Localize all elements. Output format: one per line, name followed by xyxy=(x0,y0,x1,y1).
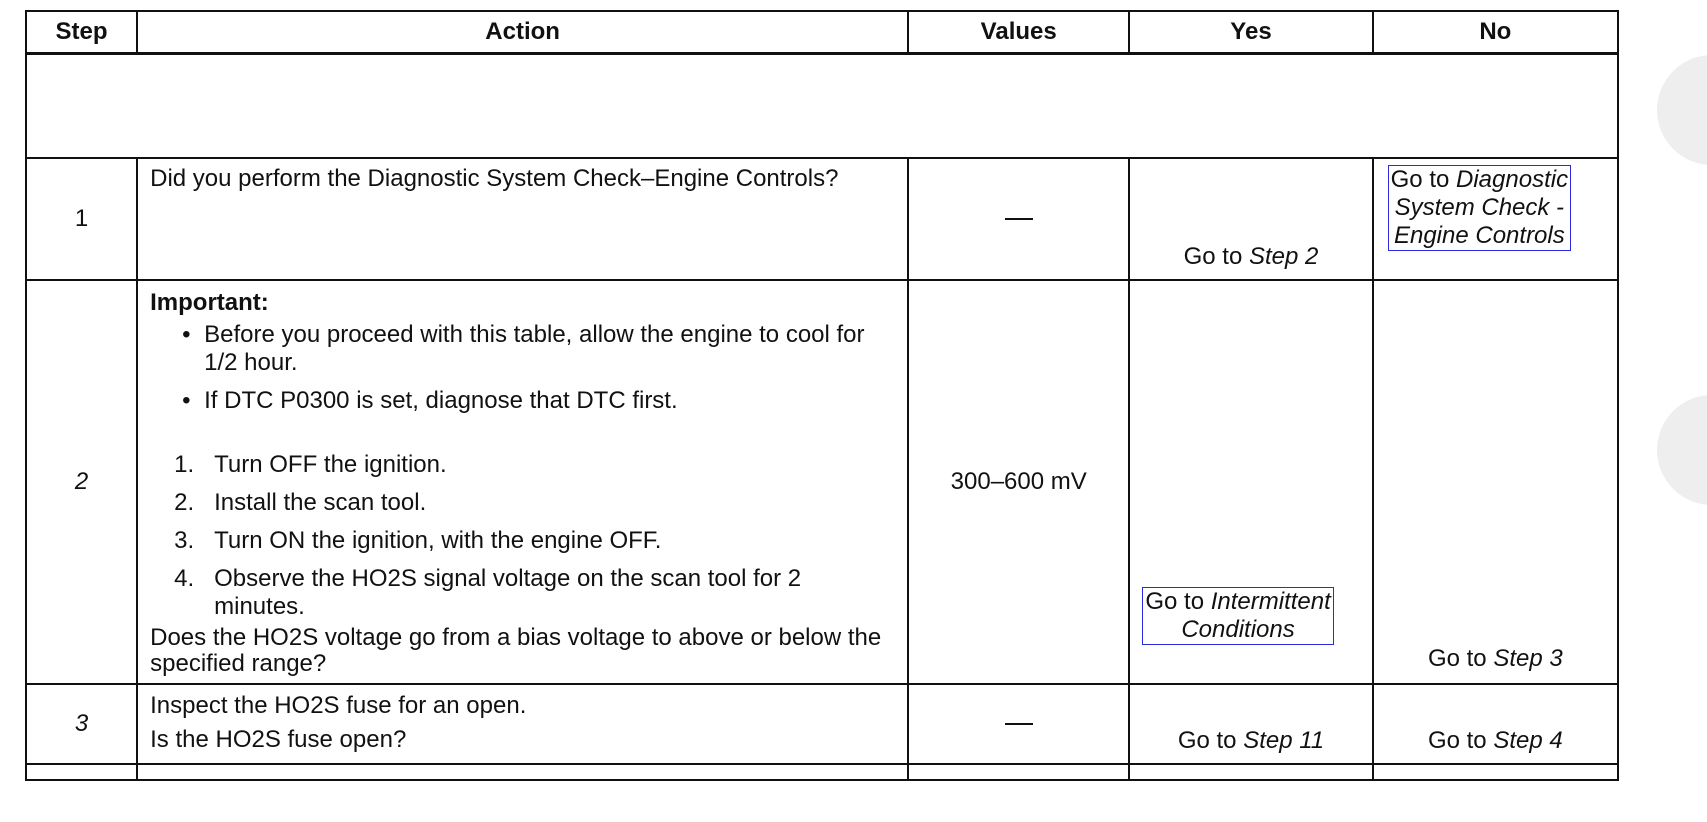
table-header-row xyxy=(26,11,1618,54)
procedure-step: 2. Install the scan tool. xyxy=(174,488,427,516)
procedure-steps xyxy=(150,451,897,621)
procedure-step: 1. Turn OFF the ignition. xyxy=(174,450,447,478)
step-number: 3 xyxy=(26,684,137,764)
header-step: Step xyxy=(26,11,137,54)
goto-target-line2: Conditions xyxy=(1181,615,1295,643)
yes-goto-link[interactable] xyxy=(1130,243,1371,271)
goto-prefix: Go to xyxy=(1427,644,1494,672)
goto-prefix: Go to xyxy=(1390,165,1457,193)
side-scroll-handle[interactable] xyxy=(1657,55,1707,165)
goto-target: Step 2 xyxy=(1248,242,1319,270)
goto-target: Step 4 xyxy=(1493,726,1563,754)
yes-goto-link-intermittent-conditions[interactable] xyxy=(1142,587,1333,645)
question-text: Is the HO2S fuse open? xyxy=(150,725,407,753)
no-goto-link[interactable] xyxy=(1374,727,1617,755)
action-cell xyxy=(137,158,908,280)
yes-cell xyxy=(1129,280,1372,684)
action-text: Inspect the HO2S fuse for an open. xyxy=(150,691,527,719)
table-row-step-3 xyxy=(26,684,1618,764)
no-cell xyxy=(1373,158,1618,280)
no-goto-link[interactable] xyxy=(1374,645,1617,673)
no-cell xyxy=(1373,280,1618,684)
goto-prefix: Go to xyxy=(1145,587,1211,615)
goto-target-line1: Intermittent xyxy=(1210,587,1331,615)
goto-prefix: Go to xyxy=(1427,726,1494,754)
no-goto-link-diagnostic-system-check[interactable] xyxy=(1388,165,1571,251)
intro-cell xyxy=(26,54,1618,158)
values-dash xyxy=(1005,218,1033,220)
header-no: No xyxy=(1373,11,1618,54)
goto-target: Step 11 xyxy=(1243,726,1325,754)
side-scroll-handle[interactable] xyxy=(1657,395,1707,505)
header-yes: Yes xyxy=(1129,11,1372,54)
bullet-item: • Before you proceed with this table, allow the engine to cool for 1/2 hour. xyxy=(204,321,897,377)
values-dash xyxy=(1005,723,1033,725)
goto-target: Step 3 xyxy=(1493,644,1563,672)
diagnostic-table xyxy=(25,10,1619,781)
goto-target-line1: Diagnostic xyxy=(1456,165,1569,193)
values-cell: 300–600 mV xyxy=(908,280,1129,684)
important-label: Important: xyxy=(150,288,269,316)
important-bullets xyxy=(150,321,897,415)
procedure-step: 3. Turn ON the ignition, with the engine OFF. xyxy=(174,526,662,554)
bullet-item: • If DTC P0300 is set, diagnose that DTC first. xyxy=(204,387,897,415)
step-number: 2 xyxy=(26,280,137,684)
yes-goto-link[interactable] xyxy=(1130,727,1371,755)
action-text: Did you perform the Diagnostic System Check–Engine Controls? xyxy=(150,164,839,192)
action-cell xyxy=(137,280,908,684)
step-number: 1 xyxy=(26,158,137,280)
header-values: Values xyxy=(908,11,1129,54)
intro-row xyxy=(26,54,1618,158)
table-row-step-2 xyxy=(26,280,1618,684)
no-cell xyxy=(1373,684,1618,764)
next-row-partial xyxy=(26,764,1618,780)
goto-target-line2: System Check - xyxy=(1394,193,1565,221)
goto-prefix: Go to xyxy=(1177,726,1244,754)
procedure-step: 4. Observe the HO2S signal voltage on the scan tool for 2 minutes. xyxy=(174,564,802,620)
header-action: Action xyxy=(137,11,908,54)
values-cell xyxy=(908,158,1129,280)
action-cell xyxy=(137,684,908,764)
table-row-step-1 xyxy=(26,158,1618,280)
question-text: Does the HO2S voltage go from a bias voltage to above or below the specified range? xyxy=(150,623,882,677)
goto-target-line3: Engine Controls xyxy=(1393,221,1565,249)
yes-cell xyxy=(1129,684,1372,764)
goto-prefix: Go to xyxy=(1183,242,1249,270)
yes-cell xyxy=(1129,158,1372,280)
values-cell xyxy=(908,684,1129,764)
